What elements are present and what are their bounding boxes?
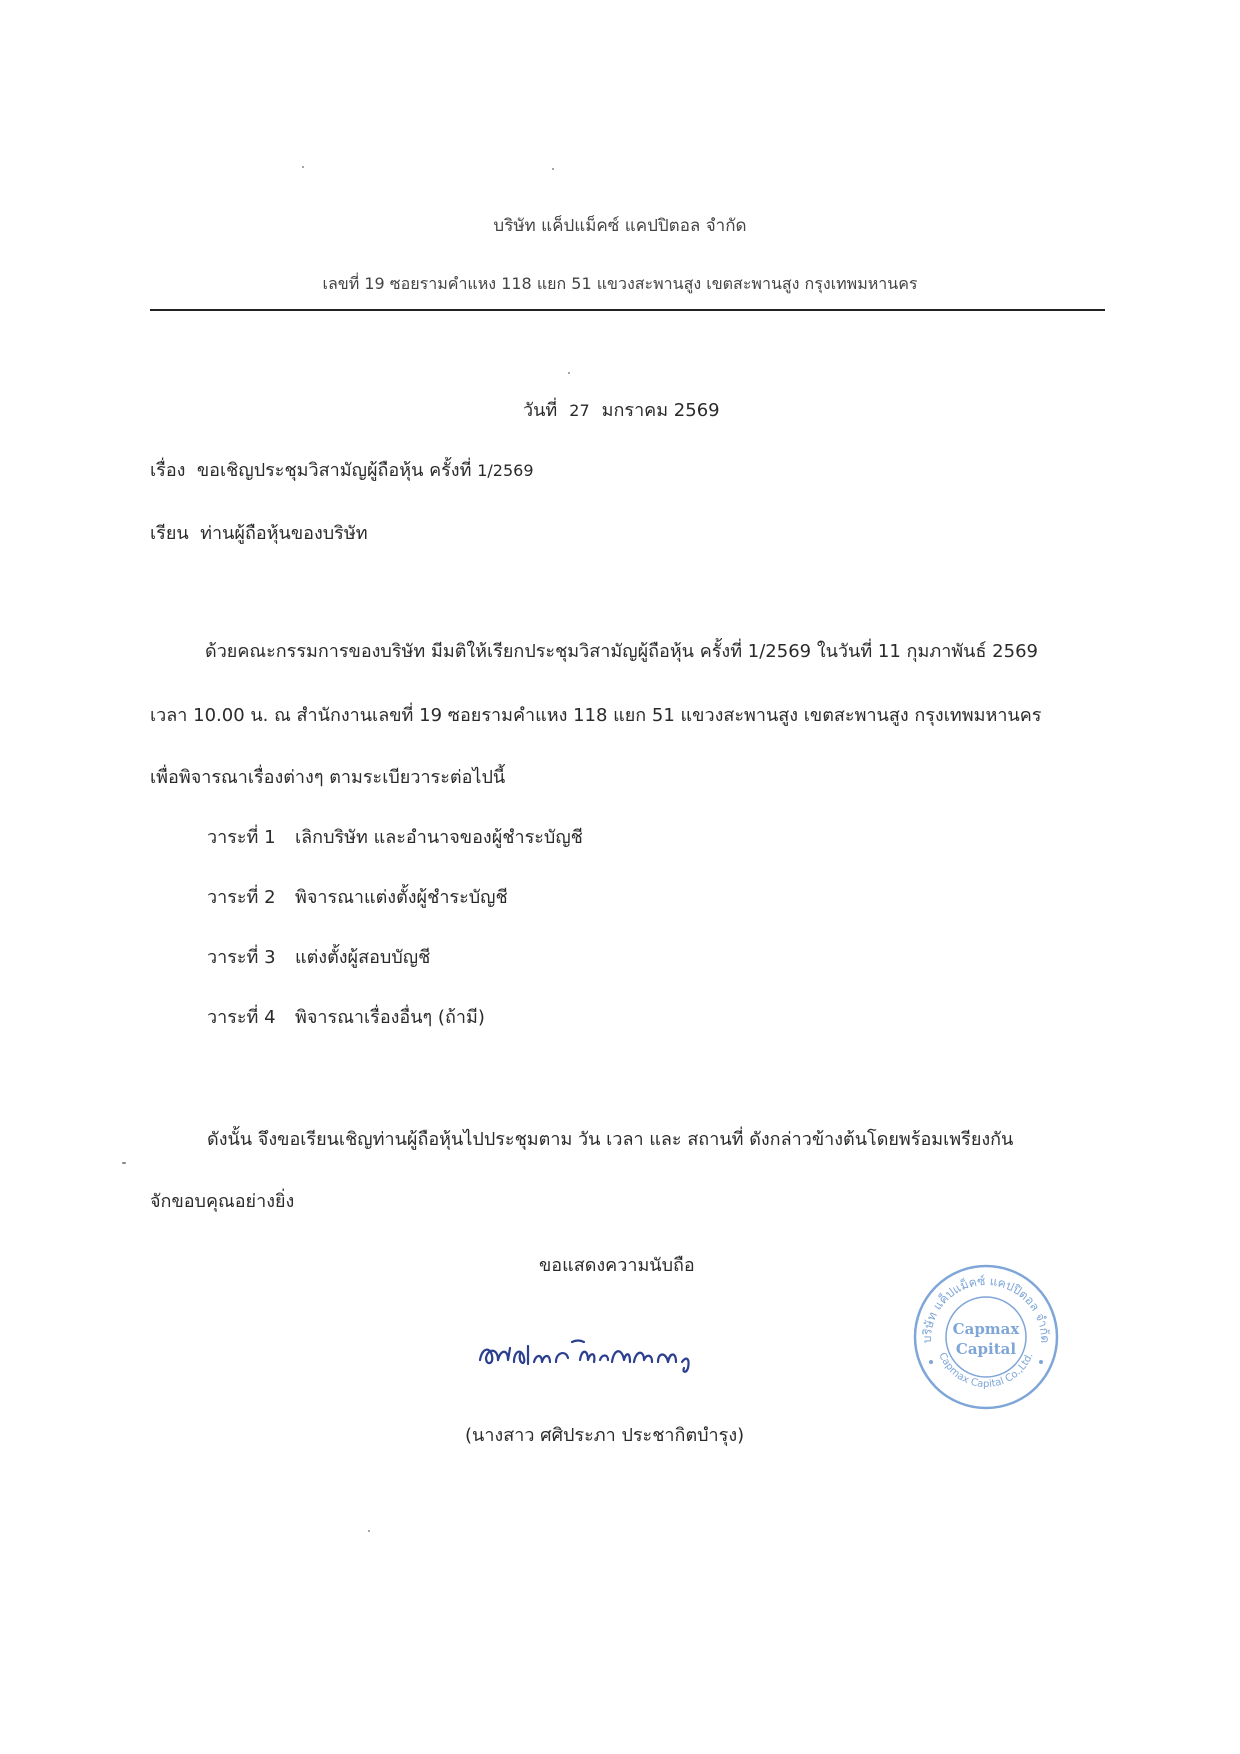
agenda-text: พิจารณาเรื่องอื่นๆ (ถ้ามี): [295, 1007, 485, 1028]
agenda-item: [207, 822, 583, 851]
closing-regards: ขอแสดงความนับถือ: [539, 1255, 695, 1276]
letter-date: [523, 395, 720, 424]
body-line-1: ด้วยคณะกรรมการของบริษัท มีมติให้เรียกประชุมวิสามัญผู้ถือหุ้น ครั้งที่ 1/2569 ในวันที่ 11 กุมภาพันธ์ 2569: [205, 641, 1038, 662]
scan-speck: [568, 372, 570, 374]
scan-speck: [302, 166, 304, 168]
agenda-item: [207, 882, 508, 911]
closing-line-1: ดังนั้น จึงขอเรียนเชิญท่านผู้ถือหุ้นไปประชุมตาม วัน เวลา และ สถานที่ ดังกล่าวข้างต้นโดยพร้อมเพรียงกัน: [207, 1129, 1014, 1150]
scan-speck: [122, 1162, 126, 1164]
company-seal: [911, 1262, 1061, 1412]
subject-label: เรื่อง: [150, 460, 186, 481]
seal-center-line-2: Capital: [955, 1340, 1017, 1358]
handwritten-signature: [476, 1318, 706, 1378]
date-month-year: มกราคม 2569: [601, 400, 720, 421]
agenda-item: [207, 942, 430, 971]
body-line-2: เวลา 10.00 น. ณ สำนักงานเลขที่ 19 ซอยรามคำแหง 118 แยก 51 แขวงสะพานสูง เขตสะพานสูง กรุงเทพมหานคร: [150, 705, 1042, 726]
agenda-text: แต่งตั้งผู้สอบบัญชี: [295, 947, 431, 968]
letter-subject: [150, 455, 534, 484]
body-line-3: เพื่อพิจารณาเรื่องต่างๆ ตามระเบียวาระต่อไปนี้: [150, 767, 506, 788]
date-label: วันที่: [523, 400, 558, 421]
letter-recipient: [150, 518, 368, 547]
agenda-item: [207, 1002, 485, 1031]
agenda-text: พิจารณาแต่งตั้งผู้ชำระบัญชี: [295, 887, 508, 908]
date-day: 27: [569, 401, 590, 420]
closing-line-2: จักขอบคุณอย่างยิ่ง: [150, 1191, 295, 1212]
agenda-label: วาระที่ 1: [207, 827, 276, 848]
agenda-text: เลิกบริษัท และอำนาจของผู้ชำระบัญชี: [295, 827, 583, 848]
agenda-label: วาระที่ 2: [207, 887, 276, 908]
agenda-label: วาระที่ 4: [207, 1007, 276, 1028]
agenda-label: วาระที่ 3: [207, 947, 276, 968]
company-name: บริษัท แค็ปแม็คซ์ แคปปิตอล จำกัด: [493, 216, 747, 236]
header-divider: [150, 309, 1105, 311]
company-address: เลขที่ 19 ซอยรามคำแหง 118 แยก 51 แขวงสะพานสูง เขตสะพานสูง กรุงเทพมหานคร: [322, 274, 918, 293]
seal-thai-arc: บริษัท แค็ปแม็คซ์ แคปปิตอล จำกัด: [919, 1273, 1053, 1344]
seal-english-arc: Capmax Capital Co.,Ltd.: [936, 1351, 1036, 1390]
signer-name: (นางสาว ศศิประภา ประชากิตบำรุง): [465, 1425, 745, 1446]
recipient-label: เรียน: [150, 523, 189, 544]
scan-speck: [552, 168, 554, 170]
subject-number: 1/2569: [477, 461, 534, 480]
recipient-text: ท่านผู้ถือหุ้นของบริษัท: [200, 523, 368, 544]
subject-text: ขอเชิญประชุมวิสามัญผู้ถือหุ้น ครั้งที่: [196, 460, 472, 481]
seal-center-line-1: Capmax: [952, 1320, 1020, 1338]
scan-speck: [368, 1530, 370, 1532]
